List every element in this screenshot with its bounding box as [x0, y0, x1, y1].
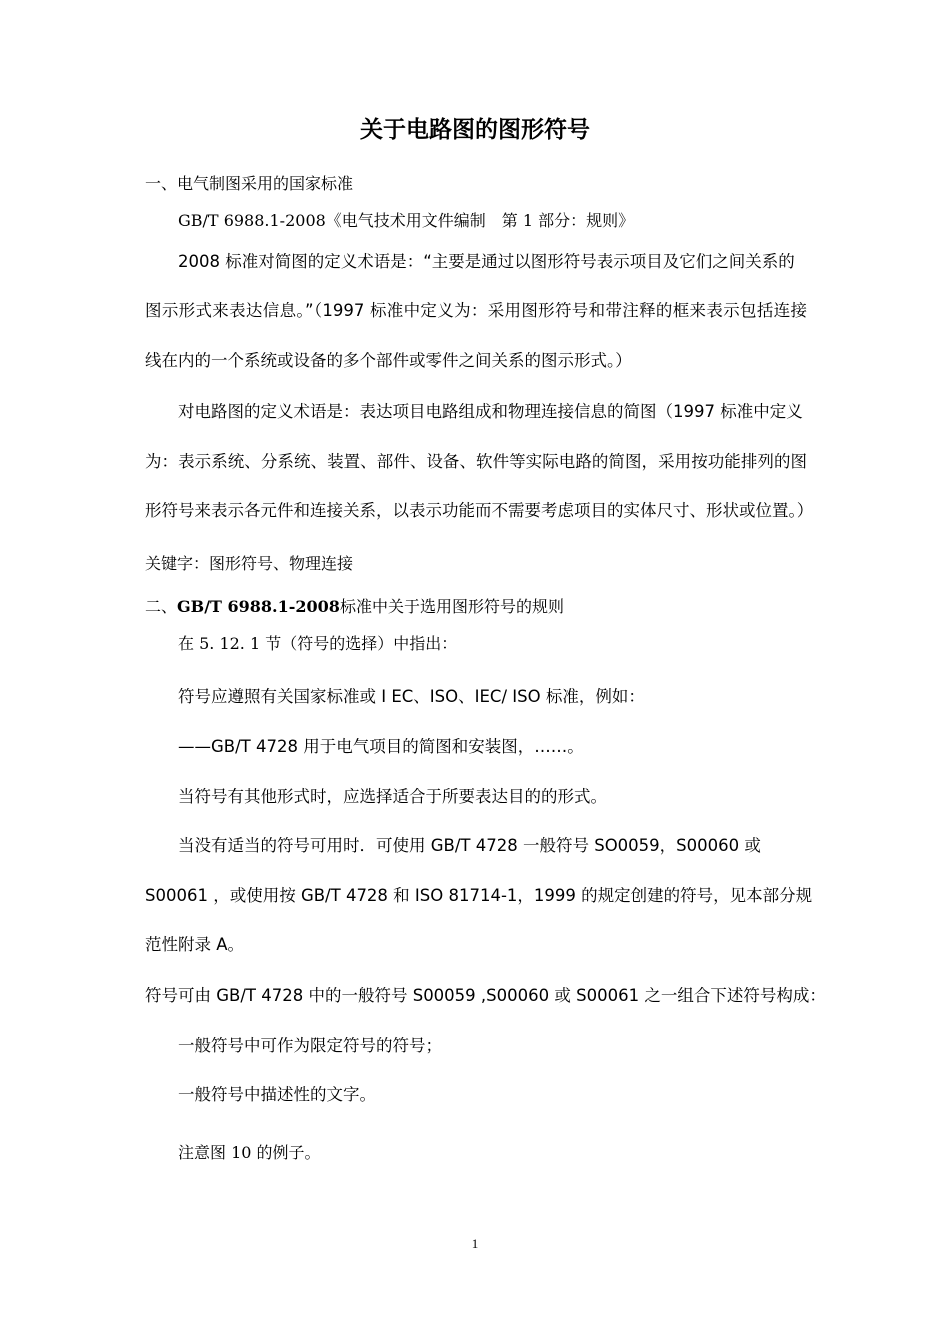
rule-4-line-3: 范性附录 A。 — [145, 935, 245, 954]
compose-statement: 符号可由 GB/T 4728 中的一般符号 S00059 ,S00060 或 S00061 之一组合下述符号构成： — [145, 986, 826, 1005]
keywords: 关键字：图形符号、物理连接 — [145, 554, 354, 573]
paragraph-2-line-2: 为：表示系统、分系统、装置、部件、设备、软件等实际电路的简图，采用按功能排列的图 — [145, 452, 807, 471]
paragraph-1-line-1: 2008 标准对简图的定义术语是：“主要是通过以图形符号表示项目及它们之间关系的 — [178, 252, 795, 271]
section-1-heading: 一、电气制图采用的国家标准 — [145, 174, 354, 193]
document-title: 关于电路图的图形符号 — [360, 117, 590, 143]
section-2-prefix: 二、 — [145, 597, 178, 616]
page-number: 1 — [471, 1236, 479, 1251]
compose-item-2: 一般符号中描述性的文字。 — [178, 1085, 376, 1104]
section-2-standard: GB/T 6988.1-2008 — [177, 597, 340, 616]
compose-item-1: 一般符号中可作为限定符号的符号； — [178, 1036, 442, 1055]
standard-reference: GB/T 6988.1-2008《电气技术用文件编制 第 1 部分：规则》 — [178, 211, 635, 230]
section-2-title-rest: 标准中关于选用图形符号的规则 — [339, 597, 564, 616]
paragraph-2-line-3: 形符号来表示各元件和连接关系，以表示功能而不需要考虑项目的实体尺寸、形状或位置。） — [145, 501, 814, 520]
clause-reference: 在 5. 12. 1 节（符号的选择）中指出： — [178, 634, 458, 653]
note: 注意图 10 的例子。 — [178, 1143, 321, 1162]
rule-4-line-1: 当没有适当的符号可用时．可使用 GB/T 4728 一般符号 SO0059，S00060 或 — [178, 836, 761, 855]
paragraph-1-line-3: 线在内的一个系统或设备的多个部件或零件之间关系的图示形式。） — [145, 351, 632, 370]
paragraph-1-line-2: 图示形式来表达信息。”（1997 标准中定义为：采用图形符号和带注释的框来表示包括连接 — [145, 301, 807, 320]
section-2-heading — [145, 599, 564, 615]
rule-2: ——GB/T 4728 用于电气项目的简图和安装图，……。 — [178, 737, 584, 756]
rule-1: 符号应遵照有关国家标准或 I EC、ISO、IEC/ ISO 标准，例如： — [178, 687, 645, 706]
rule-3: 当符号有其他形式时，应选择适合于所要表达目的的形式。 — [178, 787, 607, 806]
rule-4-line-2: S00061 ，或使用按 GB/T 4728 和 ISO 81714-1，1999 的规定创建的符号，见本部分规 — [145, 886, 813, 905]
paragraph-2-line-1: 对电路图的定义术语是：表达项目电路组成和物理连接信息的简图（1997 标准中定义 — [178, 402, 803, 421]
